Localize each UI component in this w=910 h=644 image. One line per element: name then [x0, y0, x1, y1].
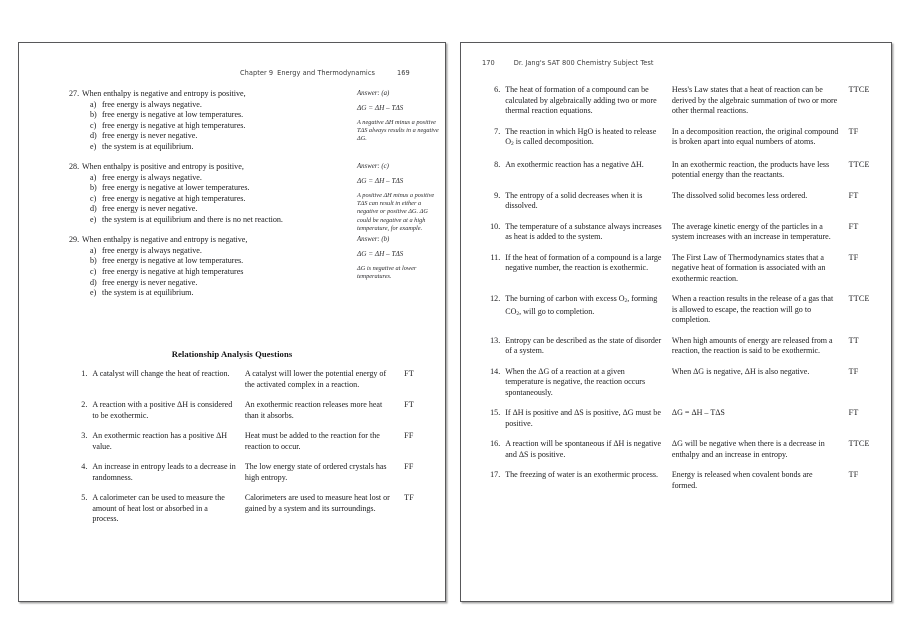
statement-two: ΔG = ΔH – TΔS — [671, 408, 725, 418]
answer-code: TTCE — [848, 294, 870, 304]
choice-text: free energy is negative at low temperatures. — [102, 110, 244, 120]
choice-option[interactable] — [69, 183, 337, 194]
gibbs-equation: ΔG = ΔH – TΔS — [357, 177, 404, 186]
question-number: 16. — [490, 439, 501, 449]
answer-code: TTCE — [848, 85, 870, 94]
question-text: When enthalpy is negative and entropy is negative, — [82, 235, 248, 245]
statement-two: In an exothermic reaction, the products have less potential energy than the reactants. — [671, 159, 830, 180]
statement-one: An exothermic reaction has a negative ΔH. — [505, 159, 644, 169]
answer-key: Answer: (a) — [357, 90, 390, 97]
choice-label: a) — [90, 172, 97, 182]
answer-code: FT — [848, 408, 859, 418]
choice-option[interactable] — [69, 204, 337, 215]
table-row — [483, 336, 879, 367]
question-number: 9. — [494, 190, 501, 200]
choice-option[interactable] — [69, 194, 337, 205]
answer-code: FT — [848, 221, 859, 231]
answer-explanation: ΔG is negative at lower temperatures. — [357, 265, 417, 281]
statement-one: The freezing of water is an exothermic process. — [505, 470, 659, 480]
answer-margin-note — [357, 235, 441, 281]
question-number: 17. — [490, 470, 501, 480]
choice-text: free energy is always negative. — [102, 245, 202, 255]
answer-code: TTCE — [848, 439, 870, 449]
question-number: 14. — [490, 366, 501, 376]
question-number: 8. — [494, 159, 501, 169]
statement-one: A reaction with a positive ΔH is considered to be exothermic. — [92, 400, 233, 420]
choice-text: free energy is negative at high temperatures. — [102, 193, 246, 203]
statement-one: The burning of carbon with excess $O_2$, forming $CO_2$, will go to completion. — [505, 294, 658, 318]
question-number: 27. — [69, 89, 80, 98]
book-title: Dr. Jang's SAT 800 Chemistry Subject Test — [513, 59, 654, 67]
table-row — [71, 369, 433, 400]
table-row — [483, 367, 879, 409]
choice-list — [69, 246, 337, 299]
section-heading: Relationship Analysis Questions — [171, 349, 293, 359]
choice-option[interactable] — [69, 121, 337, 132]
statement-one: A reaction will be spontaneous if ΔH is negative and ΔS is positive. — [505, 439, 662, 459]
choice-label: b) — [90, 256, 97, 266]
choice-text: free energy is negative at low temperatures. — [102, 256, 244, 266]
answer-code: TT — [848, 335, 859, 345]
statement-two: When ΔG is negative, ΔH is also negative. — [671, 366, 810, 376]
answer-code: FT — [848, 190, 859, 200]
left-page — [18, 42, 446, 602]
statement-one: An increase in entropy leads to a decrease in randomness. — [92, 462, 236, 482]
question-stem — [69, 162, 337, 173]
choice-label: e) — [90, 288, 97, 298]
statement-two: The dissolved solid becomes less ordered. — [671, 190, 808, 200]
choice-option[interactable] — [69, 110, 337, 121]
answer-code: TF — [848, 252, 859, 262]
question-number: 12. — [490, 294, 501, 304]
choice-option[interactable] — [69, 267, 337, 278]
choice-text: free energy is always negative. — [102, 172, 202, 182]
choice-text: free energy is never negative. — [102, 131, 198, 141]
table-row — [483, 191, 879, 222]
answer-code: TF — [848, 366, 859, 376]
question-number: 28. — [69, 162, 80, 172]
answer-code: TF — [404, 493, 414, 502]
choice-text: free energy is always negative. — [102, 99, 202, 109]
choice-text: free energy is never negative. — [102, 204, 198, 214]
choice-option[interactable] — [69, 246, 337, 257]
choice-label: c) — [90, 120, 97, 130]
statement-two: When a reaction results in the release of a gas that is allowed to escape, the reaction will go to completion. — [671, 294, 834, 325]
answer-key: Answer: (b) — [357, 236, 390, 244]
choice-label: d) — [90, 277, 97, 287]
choice-label: a) — [90, 99, 97, 109]
choice-text: the system is at equilibrium and there is no net reaction. — [102, 215, 283, 225]
relationship-analysis-table-right — [483, 85, 879, 501]
gibbs-equation: ΔG = ΔH – TΔS — [357, 104, 404, 112]
statement-two: The average kinetic energy of the particles in a system increases with an increase in temperature. — [671, 221, 831, 242]
statement-one: The reaction in which HgO is heated to release $O_2$ is called decomposition. — [505, 126, 657, 148]
choice-label: e) — [90, 141, 97, 151]
table-row — [483, 127, 879, 160]
statement-one: If ΔH is positive and ΔS is positive, ΔG must be positive. — [505, 408, 661, 428]
statement-two: Calorimeters are used to measure heat lost or gained by a system and its surroundings. — [244, 493, 390, 513]
table-row — [71, 400, 433, 431]
table-row — [71, 431, 433, 462]
question-number: 15. — [490, 408, 501, 418]
question-number: 13. — [490, 335, 501, 345]
choice-label: c) — [90, 193, 97, 203]
answer-explanation: A negative ΔH minus a positive TΔS always results in a negative ΔG. — [357, 119, 439, 143]
choice-text: free energy is negative at high temperatures — [102, 266, 244, 276]
table-row — [483, 470, 879, 501]
question-stem — [69, 235, 337, 246]
page-folio: 170 — [482, 59, 495, 67]
question-body — [69, 162, 337, 226]
question-text: When enthalpy is negative and entropy is positive, — [82, 89, 246, 98]
choice-text: the system is at equilibrium. — [102, 288, 194, 298]
choice-label: b) — [90, 110, 97, 120]
statement-two: When high amounts of energy are released from a reaction, the reaction is said to be exothermic. — [671, 335, 833, 356]
multiple-choice-item — [69, 235, 429, 299]
statement-two: Hess's Law states that a heat of reaction can be derived by the algebraic summation of two or more other thermal reactions. — [671, 85, 838, 115]
table-row — [483, 85, 879, 127]
right-page-running-head — [482, 59, 654, 67]
question-number: 7. — [494, 126, 501, 136]
question-number: 1. — [81, 369, 88, 378]
answer-code: FT — [404, 369, 414, 378]
question-body — [69, 89, 337, 153]
answer-key: Answer: (c) — [357, 163, 389, 171]
answer-code: TTCE — [848, 159, 870, 169]
statement-one: The entropy of a solid decreases when it is dissolved. — [505, 190, 643, 211]
statement-two: Heat must be added to the reaction for the reaction to occur. — [244, 431, 380, 451]
choice-option[interactable] — [69, 278, 337, 289]
choice-option[interactable] — [69, 288, 337, 299]
statement-one: A catalyst will change the heat of reaction. — [92, 369, 230, 378]
question-number: 11. — [490, 252, 501, 262]
question-number: 3. — [81, 431, 88, 440]
statement-one: The temperature of a substance always increases as heat is added to the system. — [505, 221, 662, 242]
answer-code: TF — [848, 470, 859, 480]
table-row — [483, 160, 879, 191]
table-row — [483, 253, 879, 295]
answer-margin-note — [357, 89, 441, 144]
statement-one: Entropy can be described as the state of disorder of a system. — [505, 335, 662, 356]
statement-two: In a decomposition reaction, the original compound is broken apart into equal numbers of atoms. — [671, 126, 839, 146]
choice-option[interactable] — [69, 215, 337, 226]
table-row — [483, 439, 879, 470]
statement-two: The First Law of Thermodynamics states that a negative heat of formation is associated with an exothermic reaction. — [671, 252, 826, 283]
question-number: 6. — [494, 85, 501, 94]
table-row — [71, 493, 433, 535]
choice-option[interactable] — [69, 256, 337, 267]
choice-option[interactable] — [69, 173, 337, 184]
statement-two: The low energy state of ordered crystals has high entropy. — [244, 462, 387, 482]
choice-label: d) — [90, 204, 97, 214]
question-text: When enthalpy is positive and entropy is positive, — [82, 162, 244, 172]
choice-option[interactable] — [69, 131, 337, 142]
choice-text: the system is at equilibrium. — [102, 141, 194, 151]
choice-text: free energy is negative at lower temperatures. — [102, 183, 250, 193]
choice-list — [69, 100, 337, 153]
multiple-choice-item — [69, 162, 435, 232]
choice-label: d) — [90, 131, 97, 141]
answer-code: FT — [404, 400, 414, 409]
relationship-analysis-table-left — [71, 369, 433, 535]
statement-two: An exothermic reaction releases more heat than it absorbs. — [244, 400, 383, 420]
chapter-number: Chapter 9 — [240, 69, 274, 77]
question-number: 2. — [81, 400, 88, 409]
statement-two: A catalyst will lower the potential energy of the activated complex in a reaction. — [244, 369, 387, 389]
choice-list — [69, 173, 337, 226]
choice-label: b) — [90, 183, 97, 193]
question-number: 4. — [81, 462, 88, 471]
table-row — [483, 408, 879, 439]
question-number: 10. — [490, 221, 501, 231]
statement-one: A calorimeter can be used to measure the amount of heat lost or absorbed in a process. — [92, 493, 225, 523]
statement-one: If the heat of formation of a compound is a large negative number, the reaction is exothermic. — [505, 252, 662, 273]
left-page-running-head — [240, 69, 410, 77]
statement-one: An exothermic reaction has a positive ΔH value. — [92, 431, 228, 451]
table-row — [483, 294, 879, 336]
choice-label: c) — [90, 266, 97, 276]
answer-code: FF — [404, 431, 414, 440]
statement-one: When the ΔG of a reaction at a given temperature is negative, the reaction occurs spontaneously. — [505, 366, 646, 397]
choice-label: e) — [90, 215, 97, 225]
statement-two: Energy is released when covalent bonds are formed. — [671, 470, 813, 490]
question-number: 5. — [81, 493, 88, 502]
choice-label: a) — [90, 245, 97, 255]
question-body — [69, 235, 337, 299]
page-folio: 169 — [396, 69, 410, 77]
gibbs-equation: ΔG = ΔH – TΔS — [357, 250, 404, 259]
choice-option[interactable] — [69, 142, 337, 153]
question-stem — [69, 89, 337, 100]
choice-option[interactable] — [69, 100, 337, 111]
chapter-title: Energy and Thermodynamics — [277, 69, 375, 77]
table-row — [71, 462, 433, 493]
answer-code: TF — [848, 126, 859, 136]
table-row — [483, 222, 879, 253]
question-number: 29. — [69, 235, 80, 245]
statement-two: ΔG will be negative when there is a decrease in enthalpy and an increase in entropy. — [671, 439, 825, 459]
multiple-choice-list — [69, 89, 439, 308]
answer-code: FF — [404, 462, 414, 471]
answer-explanation: A positive ΔH minus a positive TΔS can result in either a negative or positive ΔG. ΔG could be negative at a high temperature, for example. — [357, 192, 435, 232]
choice-text: free energy is negative at high temperatures. — [102, 120, 246, 130]
multiple-choice-item — [69, 89, 439, 153]
statement-one: The heat of formation of a compound can be calculated by algebraically adding two or more thermal reaction equations. — [505, 85, 657, 115]
answer-margin-note — [357, 162, 441, 233]
right-page — [460, 42, 892, 602]
choice-text: free energy is never negative. — [102, 277, 198, 287]
